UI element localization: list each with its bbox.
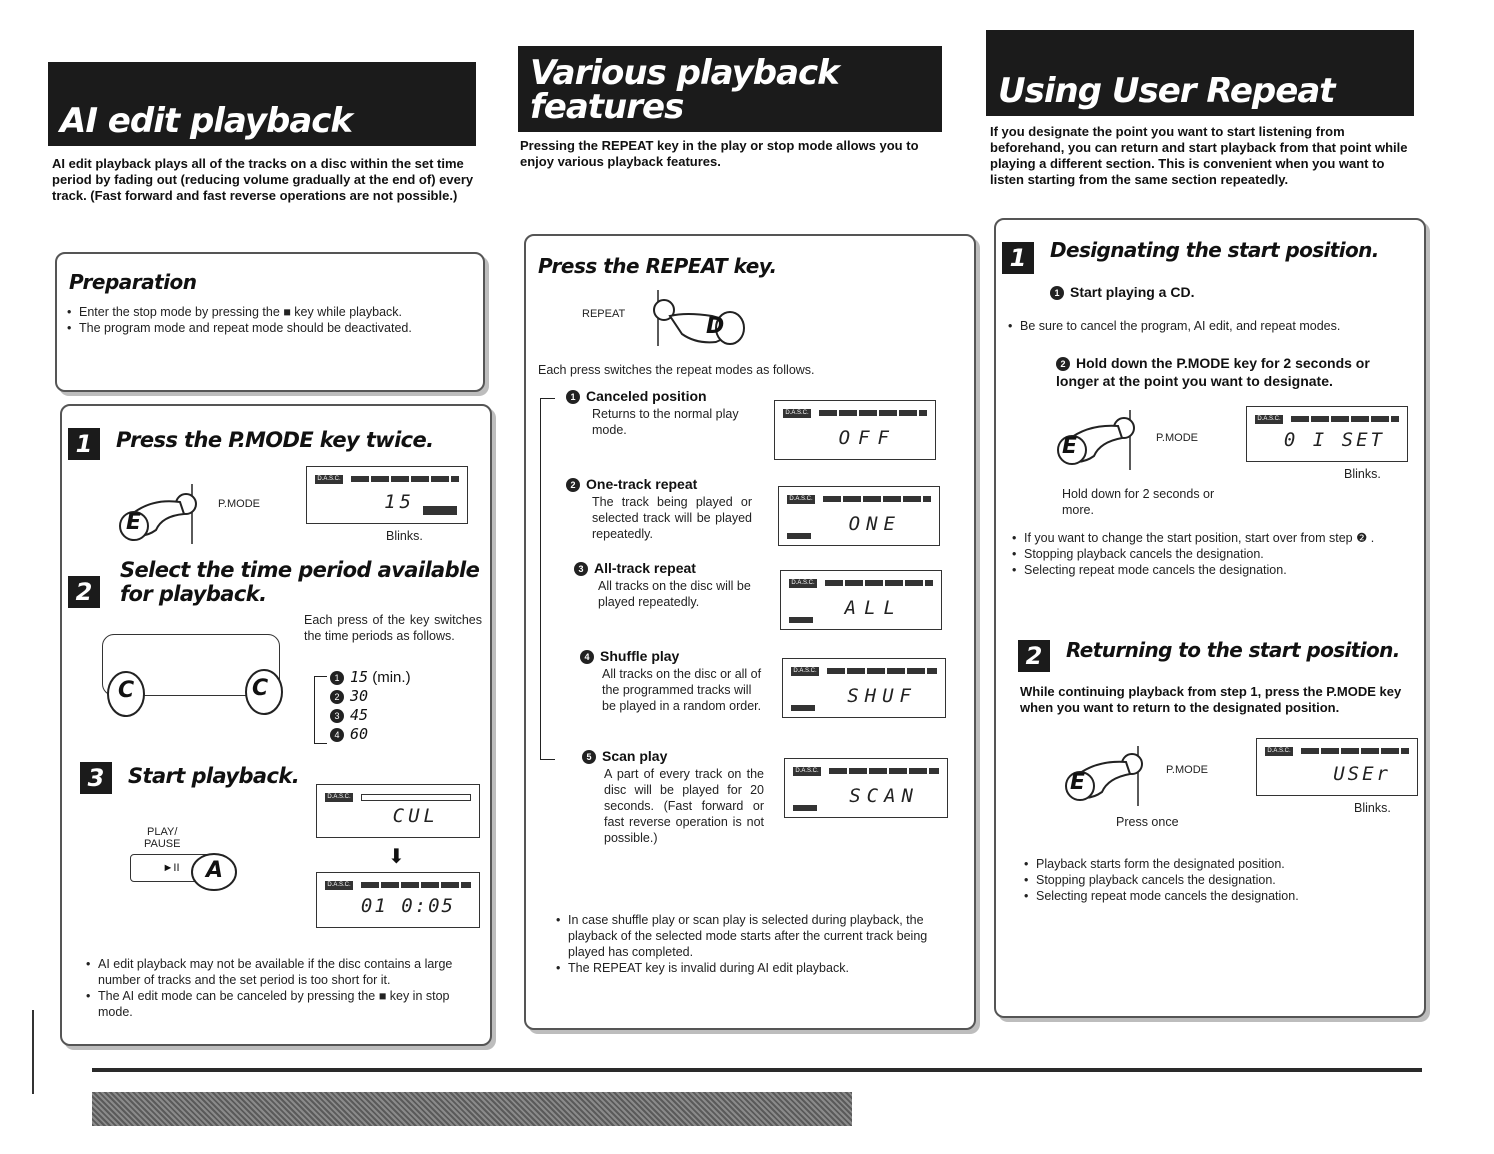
step-2-number: 2 <box>68 576 100 608</box>
ai-edit-note: • The AI edit mode can be canceled by pressing the ■ key in stop mode. <box>86 988 482 1020</box>
period-list <box>330 668 411 744</box>
user-step-1-lcd-digits: 0 I SET <box>1283 429 1385 451</box>
mode-desc: A part of every track on the disc will be played for 20 seconds. (Fast forward or fast reverse operation is not possible.) <box>604 767 764 845</box>
user-pmode-key-label: P.MODE <box>1156 432 1198 444</box>
repeat-key-hand-icon <box>642 286 752 350</box>
skip-key-letter-left: C <box>118 678 135 703</box>
step-3-lcd-1: D.A.S.C. CUL <box>316 784 480 838</box>
repeat-note: • The REPEAT key is invalid during AI edit playback. <box>556 960 966 976</box>
preparation-box <box>55 252 485 392</box>
ai-edit-note: • AI edit playback may not be available if the disc contains a large number of tracks and the set period is too short for it. <box>86 956 482 988</box>
preparation-list <box>67 304 467 336</box>
user-step-1-number: 1 <box>1002 242 1034 274</box>
user-pmode-key-letter: E <box>1062 434 1078 459</box>
ai-edit-notes <box>86 956 482 1020</box>
play-pause-key: ►II <box>130 854 212 882</box>
play-pause-key-label: PLAY/ PAUSE <box>144 826 181 850</box>
step-1-number: 1 <box>68 428 100 460</box>
preparation-item: • Enter the stop mode by pressing the ■ key while playback. <box>67 304 467 320</box>
step-3-lcd-2-digits: 01 0:05 <box>360 895 455 917</box>
page-rule <box>92 1068 1422 1072</box>
each-press-text: Each press switches the repeat modes as follows. <box>538 363 815 377</box>
step-1-title: Press the P.MODE key twice. <box>116 428 434 452</box>
step-2-title: Select the time period available for playback. <box>120 558 480 606</box>
period-item: 2 30 <box>330 687 411 706</box>
mode-title: 4 Shuffle play <box>580 648 679 664</box>
period-item: 1 15 (min.) <box>330 668 411 687</box>
user-step-2-note: • Selecting repeat mode cancels the designation. <box>1024 888 1414 904</box>
user-step-2-title: Returning to the start position. <box>1066 638 1400 662</box>
period-item: 4 60 <box>330 725 411 744</box>
step-3-lcd-1-digits: CUL <box>392 805 439 827</box>
period-bracket <box>314 676 327 744</box>
mode-lcd-digits: OFF <box>838 427 897 449</box>
repeat-key-letter: D <box>706 314 725 339</box>
mode-lcd: D.A.S.C. ALL <box>780 570 942 630</box>
user-return-key-label: P.MODE <box>1166 764 1208 776</box>
user-repeat-banner <box>986 30 1414 116</box>
playback-features-banner <box>518 46 942 132</box>
skip-key-letter-right: C <box>252 676 269 701</box>
user-return-key-letter: E <box>1070 770 1086 795</box>
step-3-number: 3 <box>80 762 112 794</box>
user-repeat-intro: If you designate the point you want to start listening from beforehand, you can return and start playback from that point while playing a different section. This is convenient when you want to listen starting from the same section repeatedly. <box>990 124 1408 187</box>
user-step-2-number: 2 <box>1018 640 1050 672</box>
step-1-blinks: Blinks. <box>386 529 423 543</box>
user-step-1-title: Designating the start position. <box>1050 238 1379 262</box>
step-2-desc: Each press of the key switches the time periods as follows. <box>304 613 482 643</box>
repeat-notes <box>556 912 966 976</box>
mode-lcd-digits: ALL <box>844 597 903 619</box>
pmode-key-letter: E <box>126 510 142 535</box>
preparation-title: Preparation <box>69 270 197 294</box>
mode-lcd-digits: SHUF <box>847 685 917 707</box>
mode-desc: The track being played or selected track will be played repeatedly. <box>592 495 752 541</box>
play-pause-key-letter: A <box>206 858 224 883</box>
playback-features-banner-title: Various playback features <box>530 53 839 127</box>
user-step-1-note1-list <box>1008 318 1408 334</box>
user-step-1-note: • Selecting repeat mode cancels the designation. <box>1012 562 1412 578</box>
user-step-2-note: • Stopping playback cancels the designation. <box>1024 872 1414 888</box>
user-repeat-box <box>994 218 1426 1018</box>
user-step-2-blinks: Blinks. <box>1354 801 1391 815</box>
mode-title: 5 Scan play <box>582 748 667 764</box>
ai-edit-intro: AI edit playback plays all of the tracks on a disc within the set time period by fading out (reducing volume gradually at the end of) every track. (Fast forward and fast reverse operations are not possible.) <box>52 156 474 203</box>
user-step-2-lcd: D.A.S.C. USEr <box>1256 738 1418 796</box>
user-step-1-hold: Hold down for 2 seconds or more. <box>1062 487 1215 517</box>
period-item: 3 45 <box>330 706 411 725</box>
user-step-1-note1: • Be sure to cancel the program, AI edit, and repeat modes. <box>1008 318 1408 334</box>
ai-edit-banner <box>48 62 476 146</box>
down-arrow: ⬇ <box>388 846 405 868</box>
mode-title: 3 All-track repeat <box>574 560 696 576</box>
step-3-lcd-2: D.A.S.C. 01 0:05 <box>316 872 480 928</box>
user-repeat-banner-title: Using User Repeat <box>998 71 1335 111</box>
user-step-1-lcd: D.A.S.C. 0 I SET <box>1246 406 1408 462</box>
repeat-key-label: REPEAT <box>582 308 626 320</box>
user-step-1-note: • Stopping playback cancels the designation. <box>1012 546 1412 562</box>
mode-lcd: D.A.S.C. SCAN <box>784 758 948 818</box>
user-step-1-blinks: Blinks. <box>1344 467 1381 481</box>
step-3-title: Start playback. <box>128 764 300 788</box>
repeat-note: • In case shuffle play or scan play is selected during playback, the playback of the selected mode starts after the current track being played has completed. <box>556 912 966 960</box>
playback-features-intro: Pressing the REPEAT key in the play or stop mode allows you to enjoy various playback features. <box>520 138 919 169</box>
ai-edit-steps-box <box>60 404 492 1046</box>
mode-lcd-digits: ONE <box>848 513 901 535</box>
user-step-1-sub2: 2 Hold down the P.MODE key for 2 seconds or longer at the point you want to designate. <box>1056 355 1370 389</box>
mode-desc: All tracks on the disc or all of the programmed tracks will be played in a random order. <box>602 667 762 713</box>
step-1-lcd: D.A.S.C. 15 <box>306 466 468 524</box>
user-step-2-notes <box>1024 856 1414 904</box>
mode-lcd: D.A.S.C. ONE <box>778 486 940 546</box>
left-margin-line <box>32 1010 34 1094</box>
mode-title: 1 Canceled position <box>566 388 707 404</box>
user-step-1-note: • If you want to change the start position, start over from step ❷ . <box>1012 530 1412 546</box>
pmode-key-label: P.MODE <box>218 498 260 510</box>
mode-lcd: D.A.S.C. SHUF <box>782 658 946 718</box>
mode-lcd-digits: SCAN <box>849 785 919 807</box>
repeat-box <box>524 234 976 1030</box>
mode-desc: All tracks on the disc will be played repeatedly. <box>598 579 751 609</box>
user-step-2-lcd-digits: USEr <box>1333 763 1391 785</box>
repeat-box-title: Press the REPEAT key. <box>538 254 777 278</box>
mode-desc: Returns to the normal play mode. <box>592 407 739 437</box>
mode-lcd: D.A.S.C. OFF <box>774 400 936 460</box>
user-step-2-note: • Playback starts form the designated position. <box>1024 856 1414 872</box>
step-1-lcd-digits: 15 <box>384 491 415 513</box>
mode-title: 2 One-track repeat <box>566 476 697 492</box>
user-step-1-notes <box>1012 530 1412 578</box>
preparation-item: • The program mode and repeat mode should be deactivated. <box>67 320 467 336</box>
mode-cycle-bracket <box>540 398 555 760</box>
bottom-band <box>92 1092 852 1126</box>
user-step-1-sub1: 1 Start playing a CD. <box>1050 284 1194 300</box>
user-step-2-desc: While continuing playback from step 1, press the P.MODE key when you want to return to the designated position. <box>1020 684 1402 715</box>
user-step-2-press-once: Press once <box>1116 815 1179 829</box>
ai-edit-banner-title: AI edit playback <box>60 101 353 141</box>
